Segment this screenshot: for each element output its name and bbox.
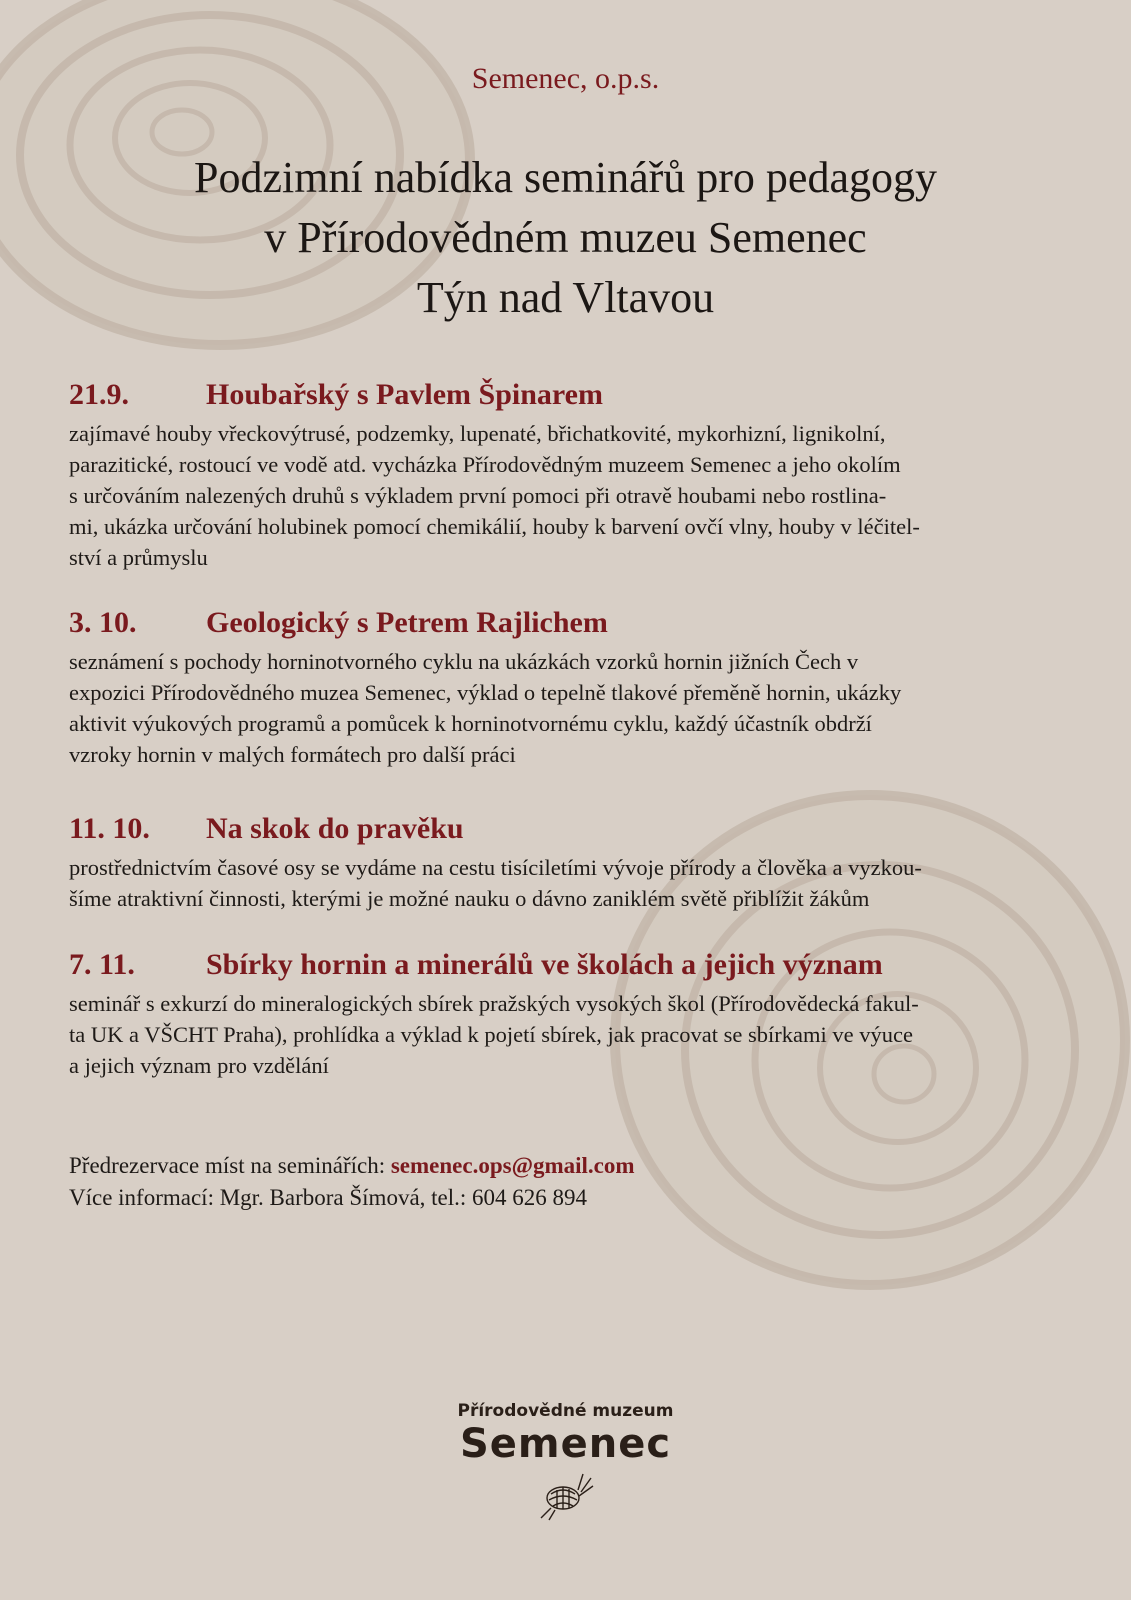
seminar-date: 21.9. bbox=[69, 378, 129, 411]
contact-info: Více informací: Mgr. Barbora Šímová, tel.: 604 626 894 bbox=[69, 1185, 588, 1210]
description-line: zajímavé houby vřeckovýtrusé, podzemky, lupenaté, břichatkovité, mykorhizní, lignikolní, bbox=[69, 421, 886, 446]
reservation-label: Předrezervace míst na seminářích: bbox=[69, 1153, 391, 1178]
logo-subtitle: Přírodovědné muzeum bbox=[457, 1401, 674, 1421]
pinecone-icon bbox=[531, 1470, 601, 1522]
seminar-heading bbox=[69, 606, 1069, 646]
museum-logo bbox=[0, 1400, 1131, 1522]
seminar-description bbox=[69, 418, 1069, 573]
seminar-date: 7. 11. bbox=[69, 948, 135, 981]
description-line: expozici Přírodovědného muzea Semenec, výklad o tepelně tlakové přeměně hornin, ukázky bbox=[69, 680, 902, 705]
email-link[interactable]: semenec.ops@gmail.com bbox=[390, 1153, 635, 1178]
description-line: šíme atraktivní činnosti, kterými je možné nauku o dávno zaniklém světě přiblížit žákům bbox=[69, 886, 870, 911]
seminar-date: 11. 10. bbox=[69, 812, 150, 845]
description-line: a jejich význam pro vzdělání bbox=[69, 1053, 329, 1078]
description-line: vzroky hornin v malých formátech pro další práci bbox=[69, 742, 516, 767]
contact-block bbox=[69, 1150, 635, 1214]
title-line: Podzimní nabídka seminářů pro pedagogy bbox=[194, 153, 937, 202]
seminar-title: Na skok do pravěku bbox=[206, 812, 464, 845]
description-line: aktivit výukových programů a pomůcek k horninotvornému cyklu, každý účastník obdrží bbox=[69, 711, 872, 736]
seminar-item bbox=[69, 812, 1069, 914]
seminar-item bbox=[69, 948, 1069, 1081]
reservation-line bbox=[69, 1150, 635, 1182]
description-line: mi, ukázka určování holubinek pomocí chemikálií, houby k barvení ovčí vlny, houby v léčitel- bbox=[69, 514, 920, 539]
seminar-description bbox=[69, 988, 1069, 1081]
description-line: seznámení s pochody horninotvorného cyklu na ukázkách vzorků hornin jižních Čech v bbox=[69, 649, 859, 674]
description-line: ta UK a VŠCHT Praha), prohlídka a výklad k pojetí sbírek, jak pracovat se sbírkami ve výuce bbox=[69, 1022, 913, 1047]
page-title bbox=[0, 148, 1131, 328]
seminar-title: Sbírky hornin a minerálů ve školách a jejich význam bbox=[206, 948, 883, 981]
title-line: v Přírodovědném muzeu Semenec bbox=[264, 213, 867, 262]
seminar-heading bbox=[69, 948, 1069, 988]
organization-name: Semenec, o.p.s. bbox=[471, 62, 660, 95]
description-line: prostřednictvím časové osy se vydáme na cestu tisíciletími vývoje přírody a člověka a vyzkou- bbox=[69, 855, 922, 880]
seminar-item bbox=[69, 378, 1069, 573]
seminar-heading bbox=[69, 812, 1069, 852]
seminar-description bbox=[69, 646, 1069, 770]
description-line: seminář s exkurzí do mineralogických sbírek pražských vysokých škol (Přírodovědecká fakul- bbox=[69, 991, 919, 1016]
seminar-title: Houbařský s Pavlem Špinarem bbox=[206, 378, 603, 411]
seminar-heading bbox=[69, 378, 1069, 418]
description-line: s určováním nalezených druhů s výkladem první pomoci při otravě houbami nebo rostlina- bbox=[69, 483, 887, 508]
description-line: parazitické, rostoucí ve vodě atd. vycházka Přírodovědným muzeem Semenec a jeho okolím bbox=[69, 452, 901, 477]
seminar-description bbox=[69, 852, 1069, 914]
description-line: ství a průmyslu bbox=[69, 545, 208, 570]
logo-name: Semenec bbox=[459, 1421, 672, 1467]
title-line: Týn nad Vltavou bbox=[416, 273, 715, 322]
seminar-date: 3. 10. bbox=[69, 606, 137, 639]
seminar-item bbox=[69, 606, 1069, 770]
seminar-title: Geologický s Petrem Rajlichem bbox=[206, 606, 608, 639]
